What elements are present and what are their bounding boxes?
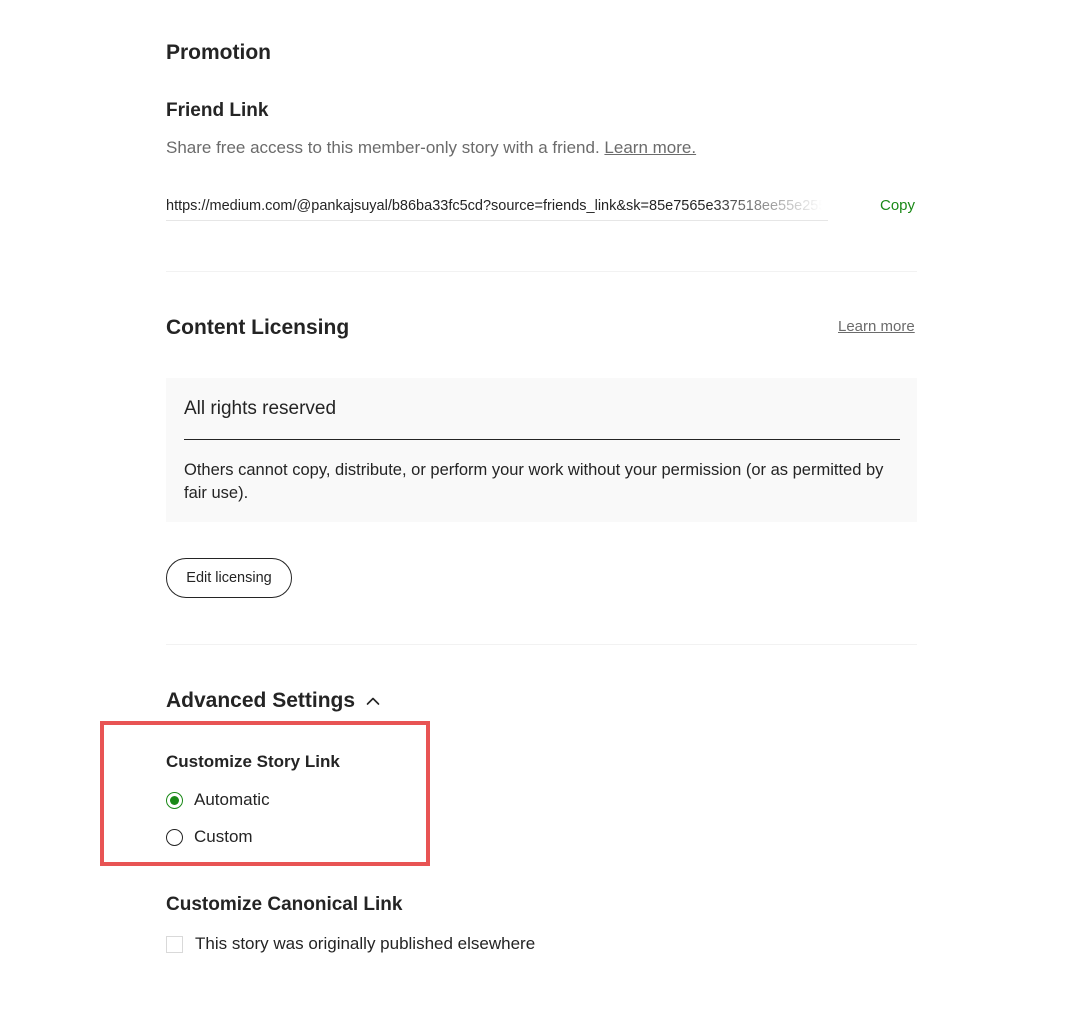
section-divider	[166, 271, 917, 272]
originally-published-checkbox[interactable]	[166, 936, 183, 953]
radio-selected-icon[interactable]	[166, 792, 183, 809]
copy-link-button[interactable]: Copy	[880, 197, 916, 214]
customize-story-link-heading: Customize Story Link	[166, 752, 340, 771]
licensing-learn-more-link[interactable]: Learn more	[838, 318, 915, 335]
originally-published-label: This story was originally published elsewhere	[195, 934, 536, 953]
friend-link-url-input[interactable]	[166, 194, 828, 218]
license-type-title: All rights reserved	[184, 398, 337, 419]
customize-canonical-link-heading: Customize Canonical Link	[166, 894, 403, 915]
radio-unselected-icon[interactable]	[166, 829, 183, 846]
promotion-heading: Promotion	[166, 41, 271, 64]
license-description: Others cannot copy, distribute, or perform your work without your permission (or as permitted by fair use).	[184, 461, 884, 502]
chevron-up-icon	[365, 693, 381, 709]
advanced-settings-toggle[interactable]	[166, 689, 381, 713]
edit-licensing-button[interactable]: Edit licensing	[166, 558, 292, 598]
friend-link-description-text: Share free access to this member-only story with a friend.	[166, 138, 600, 157]
radio-label-automatic: Automatic	[194, 790, 270, 809]
advanced-settings-heading: Advanced Settings	[166, 689, 356, 712]
friend-link-url-field-wrapper	[166, 194, 828, 221]
friend-link-heading: Friend Link	[166, 100, 269, 121]
section-divider	[166, 644, 917, 645]
friend-link-description	[166, 138, 696, 158]
license-box-divider	[184, 439, 900, 440]
radio-label-custom: Custom	[194, 827, 253, 846]
license-info-box	[166, 378, 917, 522]
originally-published-option[interactable]	[166, 934, 535, 954]
friend-link-learn-more-link[interactable]: Learn more.	[604, 138, 697, 157]
radio-option-custom[interactable]	[166, 827, 253, 847]
radio-option-automatic[interactable]	[166, 790, 270, 810]
content-licensing-heading: Content Licensing	[166, 316, 350, 339]
